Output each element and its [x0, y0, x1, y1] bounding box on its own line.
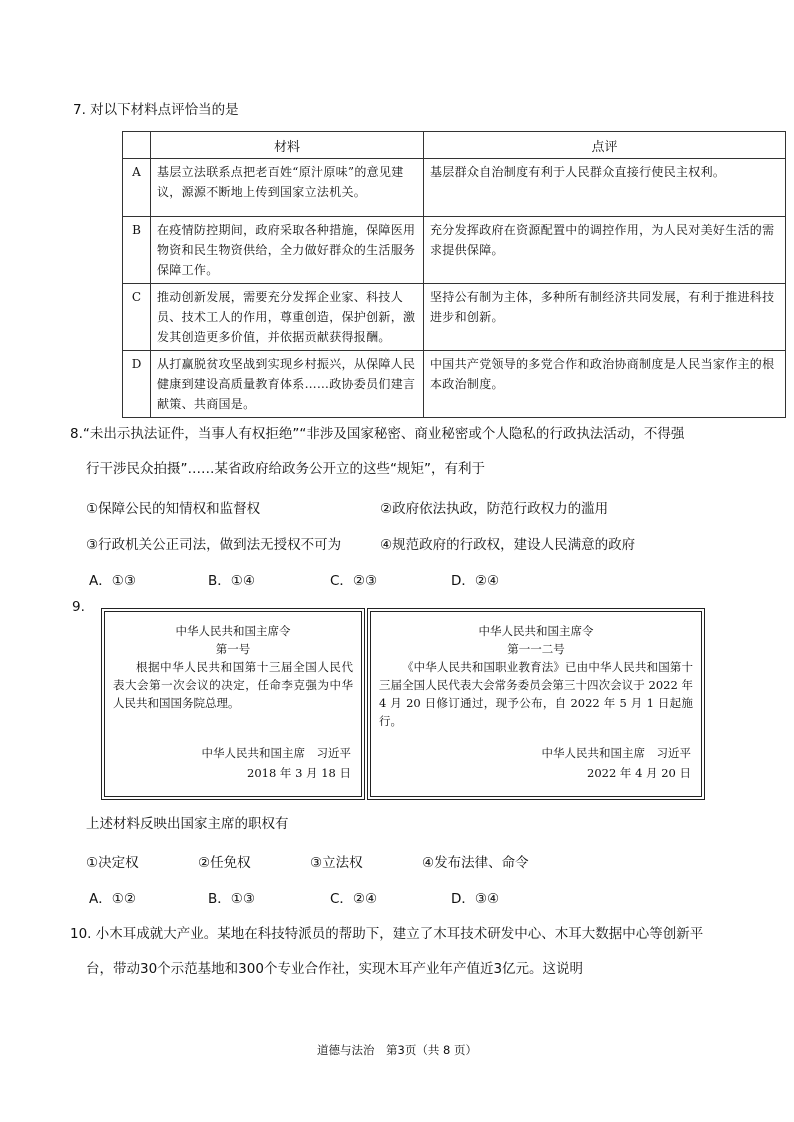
- order-date: 2022 年 4 月 20 日: [587, 766, 691, 780]
- row-label: C: [123, 284, 151, 351]
- row-label: A: [123, 159, 151, 217]
- q9-statement-3: ③立法权: [310, 855, 363, 871]
- order-date: 2018 年 3 月 18 日: [247, 766, 351, 780]
- q9-statement-4: ④发布法律、命令: [422, 855, 529, 871]
- q8-statement-1: ①保障公民的知情权和监督权: [86, 501, 261, 517]
- row-comment: 坚持公有制为主体，多种所有制经济共同发展，有利于推进科技进步和创新。: [430, 290, 775, 324]
- presidential-order-1: [104, 611, 362, 797]
- order-title: 中华人民共和国主席令: [175, 624, 291, 638]
- q9-option-d[interactable]: D．③④: [451, 891, 500, 907]
- q10-stem-line1: 10. 小木耳成就大产业。某地在科技特派员的帮助下，建立了木耳技术研发中心、木耳大数据中心等创新平: [70, 926, 704, 942]
- header-material: 材料: [151, 132, 424, 159]
- row-label: D: [123, 351, 151, 418]
- table-header-row: [123, 132, 786, 159]
- q9-statement-1: ①决定权: [86, 855, 139, 871]
- row-comment: 基层群众自治制度有利于人民群众直接行使民主权利。: [430, 165, 726, 179]
- table-row: [123, 159, 786, 217]
- table-row: [123, 351, 786, 418]
- order-body: 根据中华人民共和国第十三届全国人民代表大会第一次会议的决定，任命李克强为中华人民共和国国务院总理。: [113, 660, 353, 710]
- row-material: 在疫情防控期间，政府采取各种措施，保障医用物资和民生物资供给，全力做好群众的生活服务保障工作。: [157, 223, 416, 277]
- table-row: [123, 284, 786, 351]
- q8-statement-3: ③行政机关公正司法，做到法无授权不可为: [86, 537, 342, 553]
- order-body: 《中华人民共和国职业教育法》已由中华人民共和国第十三届全国人民代表大会常务委员会第三十四次会议于 2022 年 4 月 20 日修订通过，现予公布，自 2022 年 5 月 1 日起施行。: [379, 660, 693, 728]
- q8-option-b[interactable]: B．①④: [208, 573, 255, 589]
- presidential-order-2: [370, 611, 702, 797]
- q8-option-a[interactable]: A．①③: [89, 573, 136, 589]
- q8-statement-2: ②政府依法执政，防范行政权力的滥用: [380, 501, 609, 517]
- header-blank: [123, 132, 151, 159]
- q9-option-a[interactable]: A．①②: [89, 891, 136, 907]
- q9-option-c[interactable]: C．②④: [330, 891, 378, 907]
- row-comment: 充分发挥政府在资源配置中的调控作用，为人民对美好生活的需求提供保障。: [430, 223, 775, 257]
- header-comment: 点评: [424, 132, 786, 159]
- row-material: 基层立法联系点把老百姓“原汁原味”的意见建议，源源不断地上传到国家立法机关。: [157, 165, 404, 199]
- q7-table: [122, 131, 786, 418]
- table-row: [123, 217, 786, 284]
- row-material: 从打赢脱贫攻坚战到实现乡村振兴，从保障人民健康到建设高质量教育体系……政协委员们建言献策、共商国是。: [157, 357, 416, 411]
- order-signer: 中华人民共和国主席 习近平: [201, 746, 351, 760]
- q8-statement-4: ④规范政府的行政权，建设人民满意的政府: [380, 537, 636, 553]
- page-footer: 道德与法治 第3页（共 8 页）: [317, 1043, 477, 1057]
- q8-option-d[interactable]: D．②④: [451, 573, 500, 589]
- q7-stem: 7. 对以下材料点评恰当的是: [73, 102, 239, 118]
- q8-option-c[interactable]: C．②③: [330, 573, 378, 589]
- q8-stem-line1: 8.“未出示执法证件，当事人有权拒绝”“非涉及国家秘密、商业秘密或个人隐私的行政执法活动，不得强: [70, 426, 685, 442]
- row-comment: 中国共产党领导的多党合作和政治协商制度是人民当家作主的根本政治制度。: [430, 357, 775, 391]
- row-material: 推动创新发展，需要充分发挥企业家、科技人员、技术工人的作用，尊重创造，保护创新，激发其创造更多价值，并依据贡献获得报酬。: [157, 290, 416, 344]
- q9-question: 上述材料反映出国家主席的职权有: [86, 816, 289, 832]
- q9-option-b[interactable]: B．①③: [208, 891, 255, 907]
- order-title: 中华人民共和国主席令: [478, 624, 594, 638]
- q10-stem-line2: 台，带动30个示范基地和300个专业合作社，实现木耳产业年产值近3亿元。这说明: [86, 961, 584, 977]
- row-label: B: [123, 217, 151, 284]
- q9-statement-2: ②任免权: [198, 855, 251, 871]
- q9-number: 9.: [72, 599, 85, 615]
- order-number: 第一号: [215, 642, 251, 656]
- order-number: 第一一二号: [507, 642, 565, 656]
- q8-stem-line2: 行干涉民众拍摄”……某省政府给政务公开立的这些“规矩”，有利于: [86, 461, 485, 477]
- order-signer: 中华人民共和国主席 习近平: [541, 746, 691, 760]
